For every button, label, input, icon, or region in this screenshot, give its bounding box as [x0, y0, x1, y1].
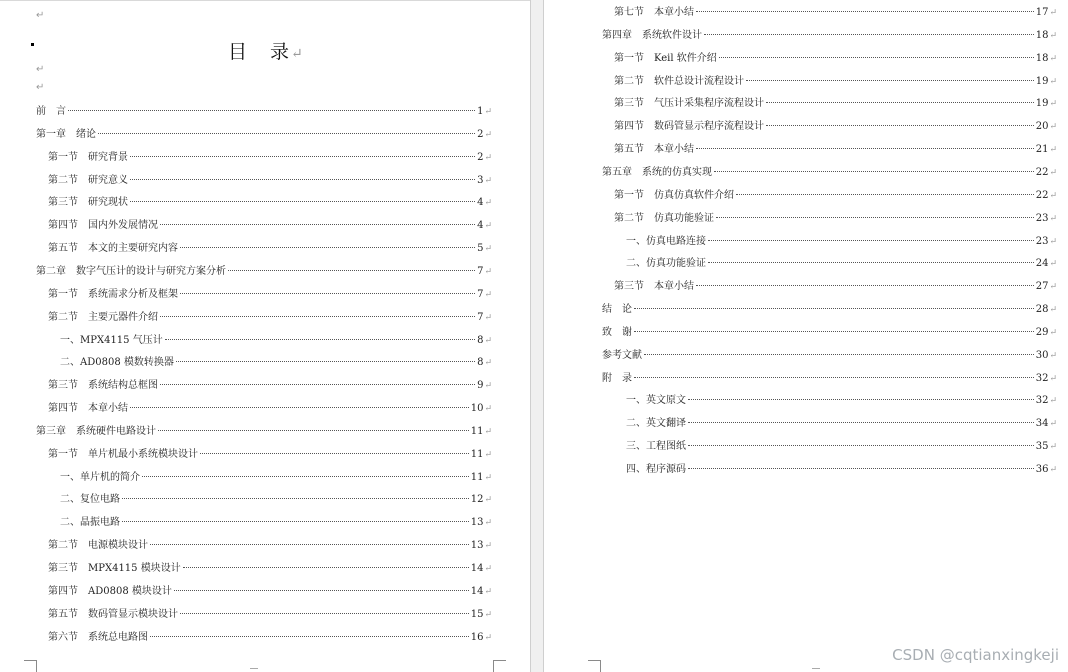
- toc-leader-dots: [716, 217, 1034, 218]
- toc-entry[interactable]: [48, 630, 492, 646]
- toc-page-number: 7: [477, 265, 484, 277]
- toc-entry[interactable]: [626, 462, 1057, 478]
- toc-leader-dots: [142, 476, 469, 477]
- toc-leader-dots: [688, 468, 1034, 469]
- paragraph-mark: ↵: [1049, 145, 1057, 156]
- toc-page-number: 36: [1035, 464, 1049, 475]
- toc-page-number: 11: [470, 471, 484, 483]
- paragraph-mark: ↵: [1049, 190, 1057, 201]
- paragraph-mark: ↵: [484, 107, 492, 117]
- toc-entry[interactable]: [626, 256, 1057, 272]
- toc-page-number: 20: [1035, 121, 1049, 133]
- toc-page-number: 7: [477, 288, 484, 300]
- paragraph-mark: ↵: [1049, 442, 1057, 453]
- toc-page-number: 28: [1035, 304, 1049, 316]
- paragraph-mark: ↵: [1049, 327, 1057, 338]
- paragraph-mark: ↵: [36, 82, 45, 93]
- toc-leader-dots: [160, 224, 475, 225]
- toc-entry-label: 第三节 本章小结: [614, 281, 694, 293]
- toc-page-number: 10: [470, 403, 484, 415]
- toc-page-number: 14: [470, 585, 484, 597]
- toc-entry[interactable]: [60, 470, 492, 486]
- toc-page-number: 17: [1035, 7, 1049, 18]
- toc-entry[interactable]: [60, 515, 492, 531]
- toc-page-number: 18: [1035, 52, 1049, 64]
- toc-entry[interactable]: [602, 371, 1057, 387]
- toc-page-number: 8: [477, 334, 484, 346]
- paragraph-mark: ↵: [1049, 259, 1057, 270]
- toc-entry[interactable]: [602, 165, 1057, 181]
- toc-page-number: 22: [1035, 189, 1049, 201]
- toc-leader-dots: [644, 354, 1034, 355]
- bullet-marker: [31, 43, 34, 46]
- toc-entry[interactable]: [614, 119, 1057, 135]
- toc-page-number: 12: [470, 494, 484, 506]
- toc-leader-dots: [130, 156, 475, 157]
- toc-leader-dots: [708, 262, 1034, 263]
- toc-entry[interactable]: [36, 104, 492, 120]
- toc-entry-label: 参考文献: [602, 349, 642, 361]
- toc-page-number: 11: [470, 425, 484, 437]
- toc-entry-label: 第一节 系统需求分析及框架: [48, 288, 178, 300]
- toc-entry[interactable]: [48, 584, 492, 600]
- toc-entry-label: 第一节 仿真仿真软件介绍: [614, 189, 734, 201]
- toc-entry-label: 第二节 软件总设计流程设计: [614, 75, 744, 87]
- toc-entry[interactable]: [626, 234, 1057, 250]
- toc-entry[interactable]: [602, 302, 1057, 318]
- paragraph-mark: ↵: [1049, 236, 1057, 247]
- toc-leader-dots: [719, 57, 1034, 58]
- toc-leader-dots: [736, 194, 1034, 195]
- paragraph-mark: ↵: [484, 358, 492, 369]
- paragraph-mark: ↵: [1049, 99, 1057, 110]
- toc-page-number: 22: [1035, 166, 1049, 178]
- toc-entry[interactable]: [614, 5, 1057, 21]
- toc-leader-dots: [688, 422, 1034, 423]
- paragraph-mark: ↵: [484, 609, 492, 620]
- toc-entry-label: 第三章 系统硬件电路设计: [36, 425, 156, 437]
- toc-entry[interactable]: [614, 51, 1057, 67]
- toc-page-number: 5: [477, 243, 484, 255]
- toc-page-number: 13: [470, 540, 484, 552]
- toc-page-number: 18: [1035, 29, 1049, 41]
- toc-entry-label: 第四节 国内外发展情况: [48, 220, 158, 232]
- toc-page-number: 23: [1035, 212, 1049, 224]
- toc-page-number: 4: [477, 220, 484, 232]
- toc-page-number: 1: [477, 106, 484, 117]
- toc-entry-label: 二、英文翻译: [626, 418, 686, 430]
- toc-leader-dots: [634, 308, 1034, 309]
- toc-entry-label: 第二节 主要元器件介绍: [48, 311, 158, 323]
- toc-entry-label: 第二节 电源模块设计: [48, 540, 148, 552]
- toc-entry[interactable]: [614, 211, 1057, 227]
- toc-entry-label: 第六节 系统总电路图: [48, 631, 148, 643]
- toc-entry[interactable]: [602, 28, 1057, 44]
- toc-page-number: 29: [1035, 326, 1049, 338]
- toc-entry[interactable]: [36, 424, 492, 440]
- toc-entry-label: 四、程序源码: [626, 464, 686, 475]
- toc-page-number: 30: [1035, 349, 1049, 361]
- toc-leader-dots: [634, 331, 1034, 332]
- paragraph-mark: ↵: [1049, 373, 1057, 384]
- toc-entry-label: 第二节 研究意义: [48, 174, 128, 186]
- toc-entry[interactable]: [48, 195, 492, 211]
- toc-entry-label: 第二节 仿真功能验证: [614, 212, 714, 224]
- toc-leader-dots: [634, 377, 1034, 378]
- toc-page-number: 23: [1035, 235, 1049, 247]
- toc-entry-label: 一、MPX4115 气压计: [60, 334, 163, 346]
- toc-leader-dots: [130, 179, 475, 180]
- page-corner-mark: [24, 660, 37, 672]
- toc-entry-label: 一、英文原文: [626, 395, 686, 407]
- toc-entry[interactable]: [614, 188, 1057, 204]
- paragraph-mark: ↵: [484, 289, 492, 300]
- watermark-text: CSDN @cqtianxingkeji: [892, 646, 1059, 664]
- paragraph-mark: ↵: [1049, 8, 1057, 18]
- toc-page-number: 2: [477, 151, 484, 163]
- toc-entry[interactable]: [626, 416, 1057, 432]
- toc-leader-dots: [180, 293, 475, 294]
- paragraph-mark: ↵: [484, 198, 492, 209]
- paragraph-mark: ↵: [484, 129, 492, 140]
- toc-leader-dots: [130, 407, 469, 408]
- paragraph-mark: ↵: [484, 541, 492, 552]
- page-corner-mark: [588, 660, 601, 672]
- toc-entry-label: 二、仿真功能验证: [626, 258, 706, 270]
- paragraph-mark: ↵: [484, 586, 492, 597]
- paragraph-mark: ↵: [484, 152, 492, 163]
- paragraph-mark: ↵: [484, 266, 492, 277]
- toc-entry[interactable]: [48, 607, 492, 623]
- paragraph-mark: ↵: [484, 495, 492, 506]
- paragraph-mark: ↵: [1049, 213, 1057, 224]
- paragraph-mark: ↵: [1049, 282, 1057, 293]
- toc-entry-label: 第四节 本章小结: [48, 403, 128, 415]
- toc-page-number: 32: [1035, 395, 1049, 407]
- toc-entry-label: 致 谢: [602, 326, 632, 338]
- toc-entry-label: 第三节 系统结构总框图: [48, 380, 158, 392]
- toc-entry-label: 第五节 本章小结: [614, 144, 694, 156]
- footer-tick: [812, 668, 820, 672]
- paragraph-mark: ↵: [484, 449, 492, 460]
- toc-leader-dots: [696, 11, 1034, 12]
- toc-leader-dots: [150, 544, 469, 545]
- toc-leader-dots: [714, 171, 1034, 172]
- paragraph-mark: ↵: [1049, 396, 1057, 407]
- toc-entry-label: 三、工程图纸: [626, 441, 686, 453]
- toc-leader-dots: [200, 453, 469, 454]
- toc-page-number: 11: [470, 448, 484, 460]
- toc-leader-dots: [160, 316, 475, 317]
- toc-entry[interactable]: [48, 287, 492, 303]
- paragraph-mark: ↵: [484, 426, 492, 437]
- paragraph-mark: ↵: [484, 518, 492, 529]
- toc-entry-label: 附 录: [602, 372, 632, 384]
- toc-leader-dots: [688, 399, 1034, 400]
- paragraph-mark: ↵: [484, 381, 492, 392]
- paragraph-mark: ↵: [484, 404, 492, 415]
- toc-leader-dots: [766, 125, 1034, 126]
- toc-entry[interactable]: [36, 264, 492, 280]
- toc-page-number: 13: [470, 517, 484, 529]
- toc-leader-dots: [180, 613, 469, 614]
- paragraph-mark: ↵: [484, 175, 492, 186]
- toc-page-number: 19: [1035, 75, 1049, 87]
- toc-page-number: 21: [1035, 144, 1049, 156]
- toc-leader-dots: [176, 361, 475, 362]
- document-page-right: [543, 0, 1068, 672]
- toc-page-number: 27: [1035, 281, 1049, 293]
- toc-entry-label: 第一节 Keil 软件介绍: [614, 52, 717, 64]
- toc-entry[interactable]: [602, 348, 1057, 364]
- toc-entry-label: 二、晶振电路: [60, 517, 120, 529]
- toc-leader-dots: [766, 102, 1034, 103]
- paragraph-mark: ↵: [36, 10, 45, 21]
- toc-entry[interactable]: [48, 218, 492, 234]
- paragraph-mark: ↵: [1049, 30, 1057, 41]
- toc-leader-dots: [688, 445, 1034, 446]
- paragraph-mark: ↵: [484, 335, 492, 346]
- toc-page-number: 4: [477, 197, 484, 209]
- toc-entry-label: 第四节 AD0808 模块设计: [48, 585, 172, 597]
- toc-entry-label: 第一节 单片机最小系统模块设计: [48, 448, 198, 460]
- toc-entry-label: 第五章 系统的仿真实现: [602, 166, 712, 178]
- toc-leader-dots: [696, 148, 1034, 149]
- toc-entry-label: 二、AD0808 模数转换器: [60, 357, 174, 369]
- toc-entry-label: 前 言: [36, 106, 66, 117]
- toc-entry[interactable]: [48, 447, 492, 463]
- paragraph-mark: ↵: [484, 632, 492, 643]
- toc-entry[interactable]: [60, 355, 492, 371]
- paragraph-mark: ↵: [1049, 419, 1057, 430]
- toc-page-number: 14: [470, 563, 484, 574]
- toc-leader-dots: [228, 270, 475, 271]
- toc-entry-label: 第三节 MPX4115 模块设计: [48, 563, 181, 574]
- toc-entry-label: 结 论: [602, 304, 632, 316]
- toc-page-number: 8: [477, 357, 484, 369]
- toc-entry[interactable]: [48, 241, 492, 257]
- toc-page-number: 9: [477, 380, 484, 392]
- toc-page-number: 34: [1035, 418, 1049, 430]
- toc-page-number: 2: [477, 128, 484, 140]
- paragraph-mark: ↵: [484, 221, 492, 232]
- toc-entry-label: 第一节 研究背景: [48, 151, 128, 163]
- toc-entry[interactable]: [60, 333, 492, 349]
- paragraph-mark: ↵: [484, 312, 492, 323]
- paragraph-mark: ↵: [1049, 167, 1057, 178]
- toc-page-number: 16: [470, 631, 484, 643]
- toc-leader-dots: [183, 567, 469, 568]
- toc-entry[interactable]: [614, 74, 1057, 90]
- paragraph-mark: ↵: [484, 244, 492, 255]
- toc-leader-dots: [746, 80, 1034, 81]
- toc-entry[interactable]: [602, 325, 1057, 341]
- toc-leader-dots: [122, 498, 469, 499]
- toc-entry-label: 第四章 系统软件设计: [602, 29, 702, 41]
- document-page-left: [0, 0, 531, 672]
- toc-leader-dots: [180, 247, 475, 248]
- toc-entry[interactable]: [48, 310, 492, 326]
- toc-entry[interactable]: [614, 142, 1057, 158]
- toc-page-number: 3: [477, 174, 484, 186]
- toc-entry[interactable]: [48, 173, 492, 189]
- toc-entry[interactable]: [48, 401, 492, 417]
- paragraph-mark: ↵: [291, 46, 303, 62]
- toc-title-text: 目 录: [228, 41, 292, 63]
- toc-entry[interactable]: [614, 96, 1057, 112]
- toc-entry-label: 二、复位电路: [60, 494, 120, 506]
- toc-leader-dots: [174, 590, 469, 591]
- page-top-border: [0, 0, 530, 1]
- toc-entry[interactable]: [48, 378, 492, 394]
- toc-entry[interactable]: [48, 561, 492, 577]
- toc-entry-label: 第三节 气压计采集程序流程设计: [614, 98, 764, 110]
- toc-page-number: 32: [1035, 372, 1049, 384]
- toc-entry[interactable]: [60, 492, 492, 508]
- paragraph-mark: ↵: [484, 472, 492, 483]
- toc-leader-dots: [158, 430, 469, 431]
- toc-entry-label: 第三节 研究现状: [48, 197, 128, 209]
- toc-leader-dots: [122, 521, 469, 522]
- toc-entry[interactable]: [48, 538, 492, 554]
- toc-entry[interactable]: [626, 439, 1057, 455]
- toc-entry[interactable]: [48, 150, 492, 166]
- toc-page-number: 24: [1035, 258, 1049, 270]
- paragraph-mark: ↵: [1049, 122, 1057, 133]
- toc-leader-dots: [708, 240, 1034, 241]
- page-corner-mark: [493, 660, 506, 672]
- footer-tick: [250, 668, 258, 672]
- toc-entry-label: 第一章 绪论: [36, 128, 96, 140]
- toc-leader-dots: [704, 34, 1034, 35]
- toc-title: [228, 37, 303, 64]
- toc-entry[interactable]: [614, 279, 1057, 295]
- toc-leader-dots: [130, 201, 475, 202]
- toc-entry-label: 第四节 数码管显示程序流程设计: [614, 121, 764, 133]
- toc-entry-label: 第五节 本文的主要研究内容: [48, 243, 178, 255]
- paragraph-mark: ↵: [484, 564, 492, 574]
- toc-page-number: 19: [1035, 98, 1049, 110]
- paragraph-mark: ↵: [1049, 465, 1057, 475]
- toc-entry[interactable]: [626, 393, 1057, 409]
- paragraph-mark: ↵: [1049, 76, 1057, 87]
- toc-entry-label: 第二章 数字气压计的设计与研究方案分析: [36, 265, 226, 277]
- toc-leader-dots: [68, 110, 475, 111]
- toc-leader-dots: [150, 636, 469, 637]
- toc-entry-label: 第七节 本章小结: [614, 7, 694, 18]
- toc-entry-label: 一、单片机的简介: [60, 471, 140, 483]
- paragraph-mark: ↵: [1049, 350, 1057, 361]
- paragraph-mark: ↵: [1049, 305, 1057, 316]
- toc-page-number: 35: [1035, 441, 1049, 453]
- toc-leader-dots: [165, 339, 475, 340]
- toc-entry[interactable]: [36, 127, 492, 143]
- toc-entry-label: 第五节 数码管显示模块设计: [48, 608, 178, 620]
- paragraph-mark: ↵: [36, 64, 45, 75]
- toc-entry-label: 一、仿真电路连接: [626, 235, 706, 247]
- toc-leader-dots: [160, 384, 475, 385]
- paragraph-mark: ↵: [1049, 53, 1057, 64]
- toc-page-number: 7: [477, 311, 484, 323]
- toc-leader-dots: [98, 133, 475, 134]
- toc-leader-dots: [696, 285, 1034, 286]
- toc-page-number: 15: [470, 608, 484, 620]
